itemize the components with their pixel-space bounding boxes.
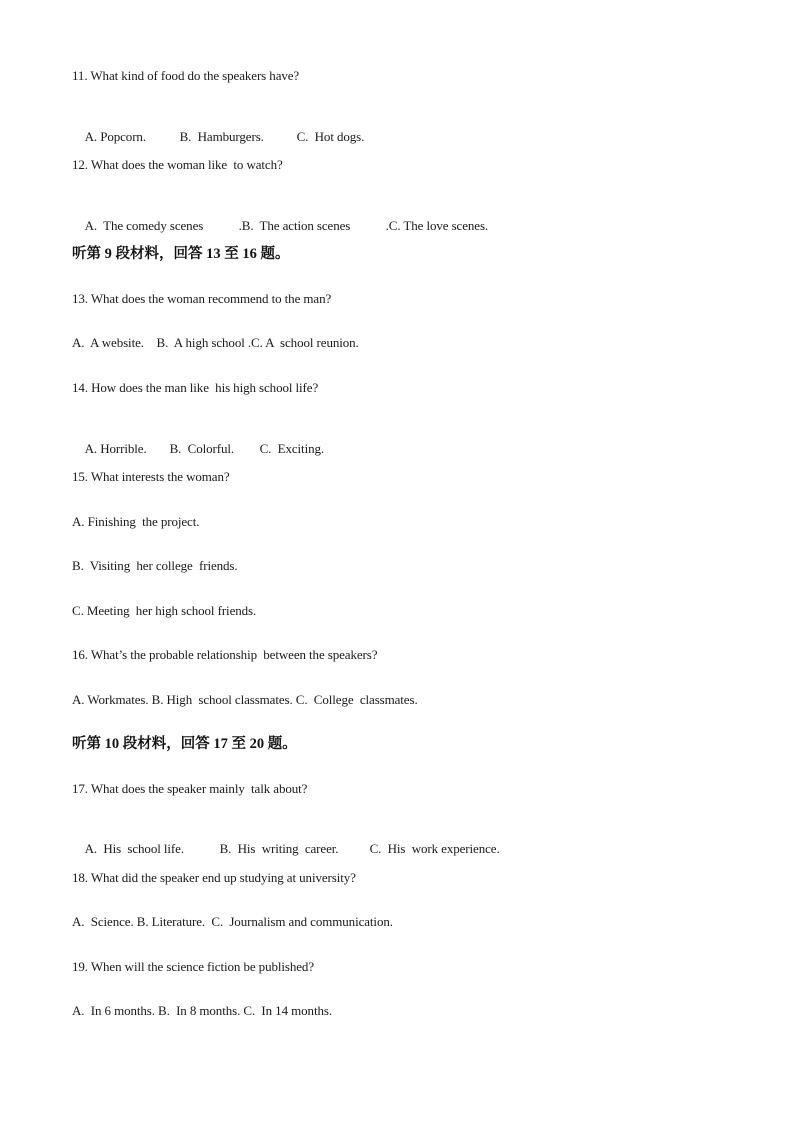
section-heading-9: 听第 9 段材料，回答 13 至 16 题。 (72, 246, 290, 262)
question-18: 18. What did the speaker end up studying at university? (72, 870, 356, 885)
option-11-b: B. Hamburgers. (179, 129, 264, 144)
option-17-a: A. His school life. (84, 841, 184, 856)
option-12-b: .B. The action scenes (238, 218, 351, 233)
option-14-a: A. Horrible. (84, 441, 147, 456)
section-heading-10: 听第 10 段材料，回答 17 至 20 题。 (72, 736, 297, 752)
option-15-c: C. Meeting her high school friends. (72, 603, 257, 618)
options-19: A. In 6 months. B. In 8 months. C. In 14 months. (72, 1003, 332, 1018)
question-19: 19. When will the science fiction be published? (72, 959, 314, 974)
options-16: A. Workmates. B. High school classmates. C. College classmates. (72, 692, 418, 707)
option-12-a: A. The comedy scenes (84, 218, 204, 233)
question-14: 14. How does the man like his high school life? (72, 380, 319, 395)
question-13: 13. What does the woman recommend to the man? (72, 291, 332, 306)
question-11: 11. What kind of food do the speakers have? (72, 68, 300, 83)
option-12-c: .C. The love scenes. (385, 218, 489, 233)
option-11-c: C. Hot dogs. (296, 129, 365, 144)
options-18: A. Science. B. Literature. C. Journalism and communication. (72, 914, 393, 929)
option-17-b: B. His writing career. (219, 841, 339, 856)
option-11-a: A. Popcorn. (84, 129, 146, 144)
options-14 (72, 425, 324, 473)
question-16: 16. What’s the probable relationship between the speakers? (72, 647, 378, 662)
option-14-c: C. Exciting. (259, 441, 325, 456)
option-15-a: A. Finishing the project. (72, 514, 200, 529)
question-15: 15. What interests the woman? (72, 469, 230, 484)
option-14-b: B. Colorful. (169, 441, 235, 456)
question-12: 12. What does the woman like to watch? (72, 157, 283, 172)
options-12 (72, 202, 488, 250)
options-17 (72, 825, 500, 873)
option-17-c: C. His work experience. (369, 841, 500, 856)
options-13: A. A website. B. A high school .C. A school reunion. (72, 335, 359, 350)
question-17: 17. What does the speaker mainly talk about? (72, 781, 308, 796)
options-11 (72, 113, 364, 161)
option-15-b: B. Visiting her college friends. (72, 558, 238, 573)
